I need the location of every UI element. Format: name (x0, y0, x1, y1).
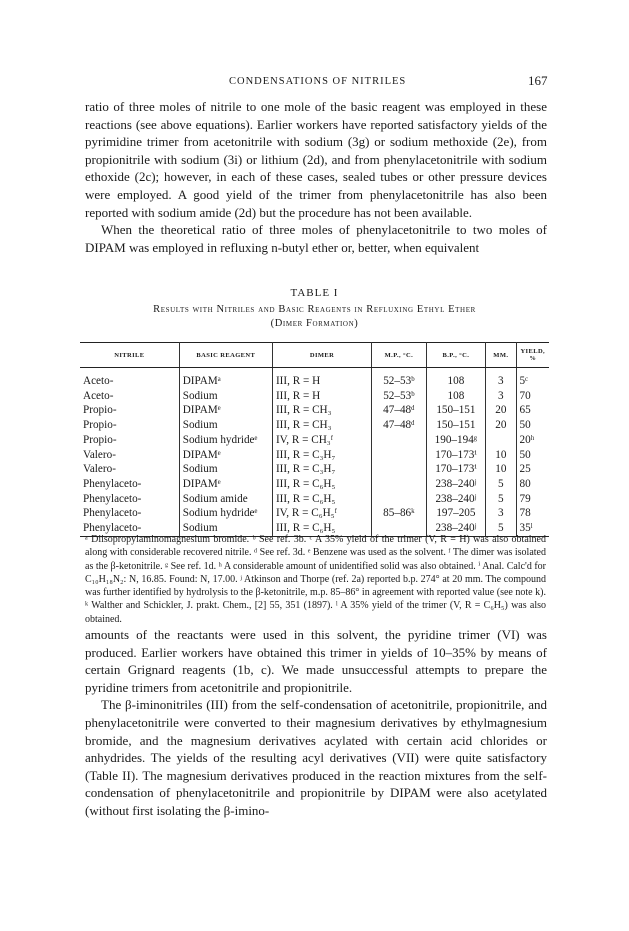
cell-mp (372, 477, 427, 492)
cell-yield: 50 (519, 419, 531, 432)
table-row (80, 477, 549, 492)
cell-mm: 20 (486, 418, 516, 433)
cell-dimer: III, R = C₆H₅ (272, 492, 371, 507)
cell-mm: 10 (486, 462, 516, 477)
cell-yield: 35ˡ (516, 521, 549, 536)
column-header-basic-reagent: BASIC REAGENT (179, 343, 272, 368)
table-footnotes (85, 533, 546, 626)
cell-dimer: III, R = CH₃ (272, 403, 371, 418)
cell-bp: 108 (426, 389, 485, 404)
cell-yield: 78 (519, 507, 531, 520)
cell-dimer: III, R = C₃H₇ (272, 448, 371, 463)
cell-bp: 197–205 (426, 506, 485, 521)
cell-nitrile: Propio- (80, 403, 179, 418)
cell-mp: 47–48ᵈ (372, 418, 427, 433)
column-header-dimer: DIMER (272, 343, 371, 368)
cell-basic-reagent: Sodium (179, 389, 272, 404)
cell-basic-reagent: Sodium (179, 462, 272, 477)
cell-nitrile: Aceto- (80, 389, 179, 404)
cell-mp: 47–48ᵈ (372, 403, 427, 418)
cell-mm: 20 (486, 403, 516, 418)
cell-mp (372, 462, 427, 477)
table-row (80, 389, 549, 404)
cell-yield: 70 (519, 389, 531, 402)
cell-bp: 170–173ⁱ (426, 462, 485, 477)
cell-dimer: IV, R = CH₃ᶠ (272, 433, 371, 448)
table-header-row (80, 343, 549, 368)
table-row (80, 418, 549, 433)
cell-basic-reagent: Sodium (179, 418, 272, 433)
cell-mm: 5 (486, 521, 516, 536)
cell-basic-reagent: Sodium amide (179, 492, 272, 507)
page-number: 167 (528, 73, 548, 88)
table-row (80, 492, 549, 507)
upper-body-text (85, 98, 547, 256)
cell-yield: 25 (519, 463, 531, 476)
cell-dimer: IV, R = C₆H₅ᶠ (272, 506, 371, 521)
table-row (80, 403, 549, 418)
cell-mp: 85–86ᵏ (372, 506, 427, 521)
cell-mp: 52–53ᵇ (372, 368, 427, 389)
cell-mm: 3 (486, 389, 516, 404)
cell-yield: 20ʰ (519, 433, 535, 446)
cell-mm: 5 (486, 477, 516, 492)
table-row (80, 506, 549, 521)
cell-yield: 50 (519, 448, 531, 461)
cell-yield: 79 (519, 492, 531, 505)
table-caption-line-1: Results with Nitriles and Basic Reagents in Refluxing Ethyl Ether (153, 304, 476, 315)
table-caption-line-2: (Dimer Formation) (270, 318, 359, 329)
results-table (80, 342, 549, 537)
cell-basic-reagent: DIPAMᵉ (179, 448, 272, 463)
table-row (80, 462, 549, 477)
cell-yield: 80 (519, 477, 531, 490)
table-row (80, 433, 549, 448)
table-row (80, 368, 549, 389)
cell-nitrile: Propio- (80, 433, 179, 448)
cell-mm (486, 433, 516, 448)
cell-mp: 52–53ᵇ (372, 389, 427, 404)
cell-mp (372, 492, 427, 507)
cell-dimer: III, R = CH₃ (272, 418, 371, 433)
table-row (80, 448, 549, 463)
cell-bp: 238–240ʲ (426, 477, 485, 492)
column-header-mp: M.P., °C. (372, 343, 427, 368)
cell-dimer: III, R = H (272, 389, 371, 404)
paragraph-1: ratio of three moles of nitrile to one mole of the basic reagent was employed in these reactions (see above equations). Earlier workers have reported satisfactory yields of the pyrimidine trimer from acetonitrile with sodium (3g) or sodium methoxide (2e), from propionitrile with sodium (3i) or lithium (2d), and from phenylacetonitrile with sodium ethoxide (2c); however, in each of these cases, sealed tubes or other pressure devices were employed. A good yield of the trimer from phenylacetonitrile has also been reported with sodium amide (2d) but the procedure has not been available. (85, 99, 547, 220)
table-label: TABLE I (290, 287, 339, 299)
cell-nitrile: Phenylaceto- (80, 521, 179, 536)
cell-bp: 238–240ʲ (426, 521, 485, 536)
cell-nitrile: Aceto- (80, 368, 179, 389)
cell-nitrile: Phenylaceto- (80, 506, 179, 521)
cell-bp: 150–151 (426, 418, 485, 433)
running-head: CONDENSATIONS OF NITRILES (229, 76, 407, 87)
cell-dimer: III, R = C₃H₇ (272, 462, 371, 477)
cell-basic-reagent: DIPAMᵉ (179, 403, 272, 418)
cell-yield: 5ᶜ (519, 375, 529, 387)
cell-bp: 170–173ⁱ (426, 448, 485, 463)
lower-body-text (85, 626, 547, 820)
cell-mm: 3 (486, 506, 516, 521)
column-header-mm: MM. (486, 343, 516, 368)
cell-bp: 150–151 (426, 403, 485, 418)
cell-bp: 238–240ʲ (426, 492, 485, 507)
cell-basic-reagent: DIPAMᵉ (179, 477, 272, 492)
cell-basic-reagent: Sodium (179, 521, 272, 536)
cell-nitrile: Propio- (80, 418, 179, 433)
column-header-yield: YIELD, % (516, 343, 549, 368)
cell-mp (372, 433, 427, 448)
cell-bp: 190–194ᵍ (426, 433, 485, 448)
paragraph-2: When the theoretical ratio of three moles of phenylacetonitrile to two moles of DIPAM was employed in refluxing n-butyl ether or, better, when equivalent (85, 222, 547, 255)
cell-mp (372, 448, 427, 463)
cell-bp: 108 (426, 368, 485, 389)
cell-mm: 10 (486, 448, 516, 463)
cell-nitrile: Valero- (80, 448, 179, 463)
cell-dimer: III, R = C₆H₅ (272, 477, 371, 492)
cell-nitrile: Phenylaceto- (80, 477, 179, 492)
cell-yield: 65 (519, 404, 531, 417)
cell-dimer: III, R = H (272, 368, 371, 389)
cell-basic-reagent: Sodium hydrideᵉ (179, 506, 272, 521)
footnotes-text: ᵃ Diisopropylaminomagnesium bromide. ᵇ See ref. 3b. ᶜ A 35% yield of the trimer (V, R = H) was also obtained along with considerable recovered nitrile. ᵈ See ref. 3d. ᵉ Benzene was used as the solvent. ᶠ The dimer was isolated as the β-ketonitrile. ᵍ See ref. 1d. ʰ A considerable amount of unidentified solid was also obtained. ⁱ Anal. Calc'd for C₁₀H₁₈N₂: N, 16.85. Found: N, 17.00. ʲ Atkinson and Thorpe (ref. 2a) reported b.p. 274° at 20 mm. The compound was further identified by hydrolysis to the β-ketonitrile, m.p. 85–86° in agreement with reported value (see note k). ᵏ Walther and Schickler, J. prakt. Chem., [2] 55, 351 (1897). ˡ A 35% yield of the trimer (V, R = C₆H₅) was also obtained. (85, 534, 546, 625)
paragraph-3: amounts of the reactants were used in this solvent, the pyridine trimer (VI) was produced. Earlier workers have obtained this trimer in yields of 10–35% by means of certain Grignard reagents (1b, c). We made unsuccessful attempts to prepare the pyridine trimers from acetonitrile and propionitrile. (85, 627, 547, 695)
paragraph-4: The β-iminonitriles (III) from the self-condensation of acetonitrile, propionitrile, and phenylacetonitrile were converted to their magnesium derivatives by ethylmagnesium bromide, and the magnesium derivatives acylated with certain acid chlorides or anhydrides. The yields of the resulting acyl derivatives (VII) were quite satisfactory (Table II). The magnesium derivatives produced in the reaction mixtures from the self-condensation of phenylacetonitrile and propionitrile by DIPAM were also acetylated (without first isolating the β-imino- (85, 697, 547, 818)
column-header-nitrile: NITRILE (80, 343, 179, 368)
cell-mm: 3 (486, 368, 516, 389)
cell-nitrile: Valero- (80, 462, 179, 477)
cell-dimer: III, R = C₆H₅ (272, 521, 371, 536)
column-header-bp: B.P., °C. (426, 343, 485, 368)
cell-basic-reagent: DIPAMᵃ (179, 368, 272, 389)
cell-nitrile: Phenylaceto- (80, 492, 179, 507)
cell-basic-reagent: Sodium hydrideᵉ (179, 433, 272, 448)
cell-mm: 5 (486, 492, 516, 507)
